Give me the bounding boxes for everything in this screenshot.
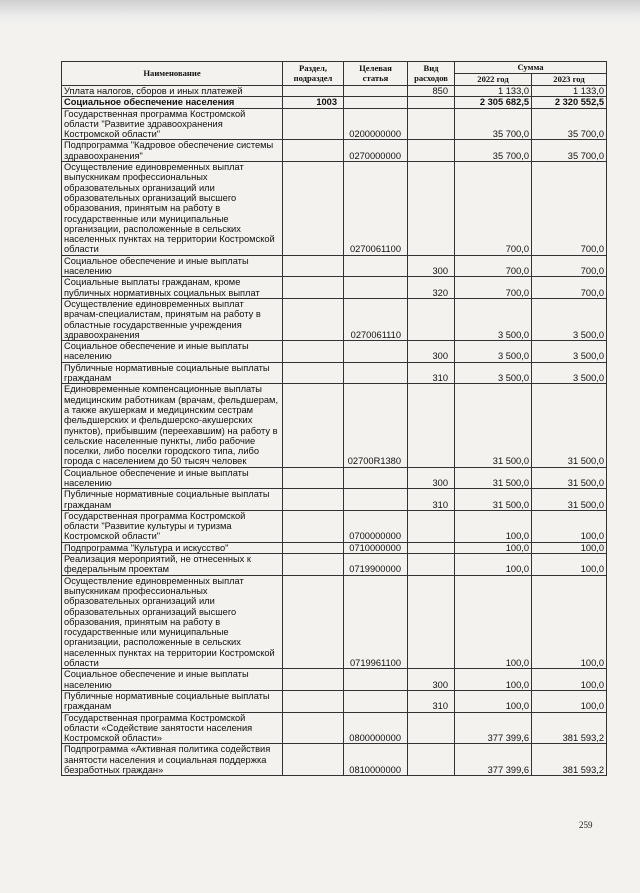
- table-row: [62, 162, 607, 256]
- table-body: [62, 86, 607, 776]
- row-target-cell: 0719900000: [344, 554, 408, 576]
- row-name-cell: Публичные нормативные социальные выплаты гражданам: [62, 362, 283, 384]
- row-type-cell: [408, 108, 455, 140]
- table-row: [62, 510, 607, 542]
- row-2022-cell: 35 700,0: [455, 140, 532, 162]
- row-name-cell: Подпрограмма "Кадровое обеспечение системы здравоохранения": [62, 140, 283, 162]
- row-target-cell: 0810000000: [344, 744, 408, 776]
- row-name-cell: Социальное обеспечение населения: [62, 97, 283, 108]
- row-2023-cell: 100,0: [532, 575, 607, 669]
- row-name-cell: Подпрограмма «Активная политика содействия занятости населения и социальная поддержка безработных граждан»: [62, 744, 283, 776]
- row-name-cell: Государственная программа Костромской области "Развитие здравоохранения Костромской области": [62, 108, 283, 140]
- row-target-cell: 0270000000: [344, 140, 408, 162]
- row-2022-cell: 31 500,0: [455, 467, 532, 489]
- row-2022-cell: 100,0: [455, 690, 532, 712]
- row-name-cell: Социальное обеспечение и иные выплаты населению: [62, 467, 283, 489]
- row-name-cell: Подпрограмма "Культура и искусство": [62, 542, 283, 553]
- table-row: [62, 575, 607, 669]
- table-row: [62, 690, 607, 712]
- row-2023-cell: 3 500,0: [532, 362, 607, 384]
- row-section-cell: [283, 277, 344, 299]
- row-target-cell: 02700R1380: [344, 384, 408, 467]
- row-2022-cell: 3 500,0: [455, 362, 532, 384]
- row-2023-cell: 31 500,0: [532, 467, 607, 489]
- row-2022-cell: 700,0: [455, 277, 532, 299]
- row-target-cell: 0200000000: [344, 108, 408, 140]
- row-2023-cell: 700,0: [532, 277, 607, 299]
- table-row: [62, 298, 607, 340]
- row-target-cell: [344, 690, 408, 712]
- row-target-cell: [344, 467, 408, 489]
- row-type-cell: 850: [408, 86, 455, 97]
- row-section-cell: [283, 384, 344, 467]
- budget-table: [61, 61, 607, 776]
- row-2023-cell: 1 133,0: [532, 86, 607, 97]
- row-name-cell: Осуществление единовременных выплат выпускникам профессиональных образовательных организаций или образовательных организаций высшего образования, принятым на работу в государственные или муниципальные организации, расположенные в сельских населенных пунктах на территории Костромской области: [62, 162, 283, 256]
- table-row: [62, 554, 607, 576]
- row-section-cell: [283, 298, 344, 340]
- row-2023-cell: 3 500,0: [532, 298, 607, 340]
- row-target-cell: [344, 489, 408, 511]
- page-number: 259: [579, 820, 593, 830]
- header-section: Раздел, подраздел: [283, 62, 344, 86]
- row-name-cell: Единовременные компенсационные выплаты медицинским работникам (врачам, фельдшерам, а также акушеркам и медицинским сестрам фельдшерских и фельдшерско-акушерских пунктов), прибывшим (переехавшим) на работу в сельские населенные пункты, либо рабочие поселки, либо поселки городского типа, либо города с населением до 50 тысяч человек: [62, 384, 283, 467]
- row-type-cell: 300: [408, 341, 455, 363]
- row-type-cell: [408, 140, 455, 162]
- row-2023-cell: 100,0: [532, 554, 607, 576]
- table-row: [62, 277, 607, 299]
- row-type-cell: [408, 712, 455, 744]
- table-row: [62, 712, 607, 744]
- row-section-cell: [283, 669, 344, 691]
- table-row: [62, 467, 607, 489]
- row-type-cell: [408, 384, 455, 467]
- row-target-cell: [344, 97, 408, 108]
- table-row: [62, 744, 607, 776]
- row-section-cell: [283, 341, 344, 363]
- row-type-cell: 320: [408, 277, 455, 299]
- row-2022-cell: 377 399,6: [455, 712, 532, 744]
- row-section-cell: [283, 575, 344, 669]
- row-2023-cell: 100,0: [532, 542, 607, 553]
- row-name-cell: Осуществление единовременных выплат врачам-специалистам, принятым на работу в областные государственные учреждения здравоохранения: [62, 298, 283, 340]
- row-2022-cell: 700,0: [455, 255, 532, 277]
- row-2023-cell: 2 320 552,5: [532, 97, 607, 108]
- row-section-cell: [283, 510, 344, 542]
- row-2022-cell: 700,0: [455, 162, 532, 256]
- table-row: [62, 669, 607, 691]
- header-type: Вид расходов: [408, 62, 455, 86]
- table-row: [62, 341, 607, 363]
- row-name-cell: Социальные выплаты гражданам, кроме публичных нормативных социальных выплат: [62, 277, 283, 299]
- row-type-cell: [408, 744, 455, 776]
- row-name-cell: Государственная программа Костромской области «Содействие занятости населения Костромской области»: [62, 712, 283, 744]
- header-sum: Сумма: [455, 62, 607, 74]
- row-section-cell: [283, 362, 344, 384]
- row-2022-cell: 377 399,6: [455, 744, 532, 776]
- row-section-cell: [283, 554, 344, 576]
- scan-top-edge: [0, 0, 640, 26]
- row-2023-cell: 100,0: [532, 690, 607, 712]
- table-row: [62, 140, 607, 162]
- row-2023-cell: 700,0: [532, 162, 607, 256]
- row-section-cell: [283, 140, 344, 162]
- header-row: [62, 62, 607, 74]
- row-section-cell: [283, 712, 344, 744]
- row-name-cell: Уплата налогов, сборов и иных платежей: [62, 86, 283, 97]
- row-2023-cell: 3 500,0: [532, 341, 607, 363]
- row-2022-cell: 31 500,0: [455, 384, 532, 467]
- row-2022-cell: 2 305 682,5: [455, 97, 532, 108]
- row-section-cell: [283, 489, 344, 511]
- row-2022-cell: 100,0: [455, 669, 532, 691]
- row-2022-cell: 3 500,0: [455, 341, 532, 363]
- row-2023-cell: 381 593,2: [532, 712, 607, 744]
- row-section-cell: [283, 162, 344, 256]
- row-target-cell: 0719961100: [344, 575, 408, 669]
- row-2023-cell: 100,0: [532, 510, 607, 542]
- table-row: [62, 362, 607, 384]
- row-name-cell: Социальное обеспечение и иные выплаты населению: [62, 341, 283, 363]
- row-target-cell: [344, 86, 408, 97]
- table-row: [62, 384, 607, 467]
- row-type-cell: 300: [408, 255, 455, 277]
- row-type-cell: 310: [408, 690, 455, 712]
- row-type-cell: 300: [408, 669, 455, 691]
- row-2022-cell: 31 500,0: [455, 489, 532, 511]
- row-2023-cell: 31 500,0: [532, 384, 607, 467]
- row-name-cell: Публичные нормативные социальные выплаты гражданам: [62, 690, 283, 712]
- row-section-cell: [283, 744, 344, 776]
- row-section-cell: [283, 86, 344, 97]
- table-row: [62, 255, 607, 277]
- row-type-cell: 310: [408, 489, 455, 511]
- table-row: [62, 86, 607, 97]
- row-type-cell: 310: [408, 362, 455, 384]
- table-row: [62, 489, 607, 511]
- row-type-cell: [408, 542, 455, 553]
- row-name-cell: Социальное обеспечение и иные выплаты населению: [62, 255, 283, 277]
- row-target-cell: 0800000000: [344, 712, 408, 744]
- row-type-cell: [408, 97, 455, 108]
- row-type-cell: 300: [408, 467, 455, 489]
- header-target: Целевая статья: [344, 62, 408, 86]
- row-type-cell: [408, 162, 455, 256]
- row-2022-cell: 35 700,0: [455, 108, 532, 140]
- row-target-cell: 0270061100: [344, 162, 408, 256]
- row-section-cell: [283, 690, 344, 712]
- row-2023-cell: 35 700,0: [532, 108, 607, 140]
- row-type-cell: [408, 575, 455, 669]
- row-section-cell: [283, 108, 344, 140]
- row-target-cell: [344, 362, 408, 384]
- row-name-cell: Осуществление единовременных выплат выпускникам профессиональных образовательных организаций или образовательных организаций высшего образования, принятым на работу в государственные или муниципальные организации, расположенные в сельских населенных пунктах на территории Костромской области: [62, 575, 283, 669]
- row-2023-cell: 31 500,0: [532, 489, 607, 511]
- row-target-cell: 0270061110: [344, 298, 408, 340]
- row-target-cell: [344, 277, 408, 299]
- row-2022-cell: 100,0: [455, 554, 532, 576]
- table-row: [62, 108, 607, 140]
- row-type-cell: [408, 510, 455, 542]
- row-target-cell: [344, 341, 408, 363]
- row-section-cell: [283, 542, 344, 553]
- row-2023-cell: 35 700,0: [532, 140, 607, 162]
- row-2022-cell: 1 133,0: [455, 86, 532, 97]
- row-target-cell: 0710000000: [344, 542, 408, 553]
- row-2022-cell: 3 500,0: [455, 298, 532, 340]
- table-row: [62, 97, 607, 108]
- row-name-cell: Реализация мероприятий, не отнесенных к федеральным проектам: [62, 554, 283, 576]
- row-name-cell: Социальное обеспечение и иные выплаты населению: [62, 669, 283, 691]
- row-2023-cell: 381 593,2: [532, 744, 607, 776]
- table-row: [62, 542, 607, 553]
- row-section-cell: [283, 467, 344, 489]
- row-target-cell: [344, 669, 408, 691]
- header-name: Наименование: [62, 62, 283, 86]
- header-year-2022: 2022 год: [455, 74, 532, 86]
- header-year-2023: 2023 год: [532, 74, 607, 86]
- row-2023-cell: 700,0: [532, 255, 607, 277]
- row-section-cell: [283, 255, 344, 277]
- row-section-cell: 1003: [283, 97, 344, 108]
- row-name-cell: Государственная программа Костромской области "Развитие культуры и туризма Костромской области": [62, 510, 283, 542]
- row-target-cell: 0700000000: [344, 510, 408, 542]
- row-2022-cell: 100,0: [455, 510, 532, 542]
- row-type-cell: [408, 298, 455, 340]
- row-target-cell: [344, 255, 408, 277]
- row-2023-cell: 100,0: [532, 669, 607, 691]
- row-2022-cell: 100,0: [455, 542, 532, 553]
- row-2022-cell: 100,0: [455, 575, 532, 669]
- row-type-cell: [408, 554, 455, 576]
- row-name-cell: Публичные нормативные социальные выплаты гражданам: [62, 489, 283, 511]
